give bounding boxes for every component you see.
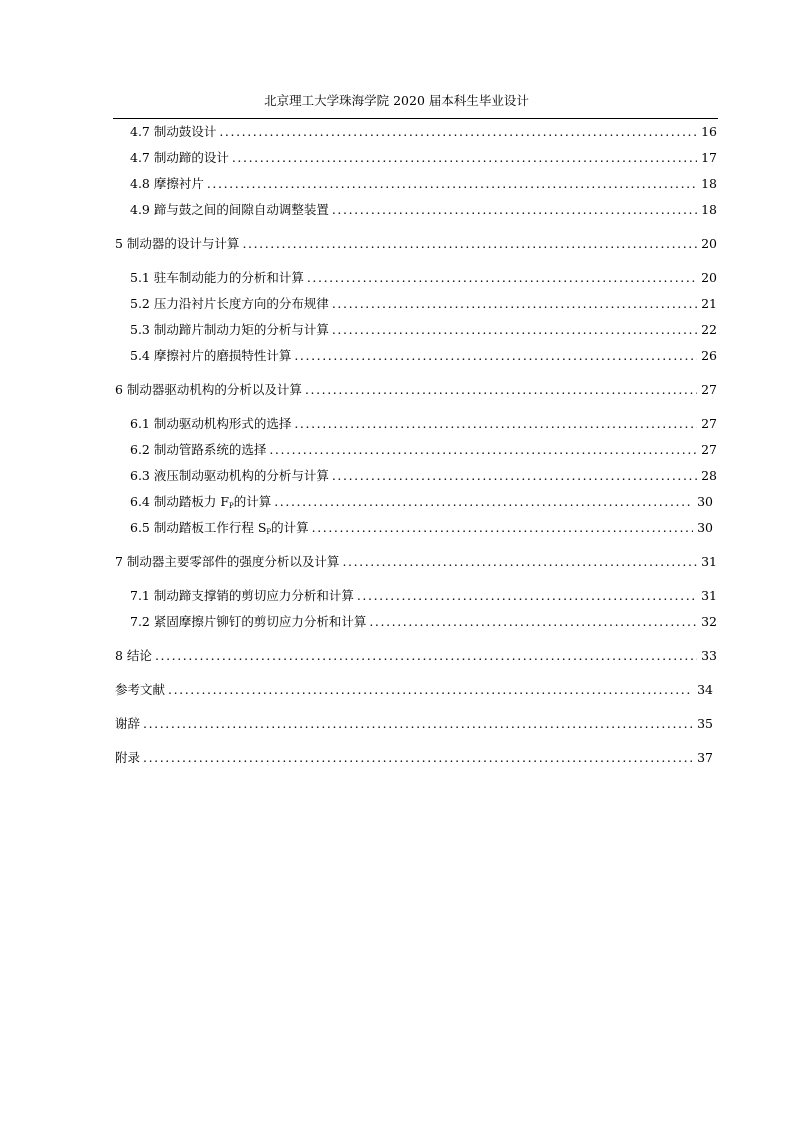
toc-entry-page: 27 [701, 442, 717, 457]
toc-dot-leader [369, 613, 697, 631]
header-divider [113, 118, 718, 119]
toc-entry[interactable] [130, 175, 717, 193]
toc-entry-page: 16 [701, 124, 717, 139]
toc-entry-title: 4.7 制动鼓设计 [130, 124, 217, 139]
toc-entry[interactable] [115, 647, 717, 665]
toc-entry-page: 26 [701, 348, 717, 363]
toc-entry-title: 7 制动器主要零部件的强度分析以及计算 [115, 554, 340, 569]
toc-entry-title: 5 制动器的设计与计算 [115, 236, 240, 251]
toc-entry-page: 28 [701, 468, 717, 483]
toc-entry[interactable] [130, 519, 717, 541]
toc-entry-page: 34 [697, 682, 713, 697]
toc-dot-leader [168, 681, 693, 699]
toc-dot-leader [269, 441, 697, 459]
toc-entry-title: 8 结论 [115, 648, 152, 663]
toc-entry-title: 7.2 紧固摩擦片铆钉的剪切应力分析和计算 [130, 614, 367, 629]
toc-entry[interactable] [115, 235, 717, 253]
toc-entry-page: 18 [701, 176, 717, 191]
toc-entry[interactable] [130, 123, 717, 141]
toc-entry-title: 附录 [115, 750, 141, 765]
toc-entry-page: 27 [701, 416, 717, 431]
toc-entry-page: 31 [701, 588, 717, 603]
toc-entry-title: 6.4 制动踏板力 $F_P$的计算 [130, 494, 272, 510]
toc-dot-leader [342, 553, 697, 571]
subscript-label: P [266, 528, 272, 536]
toc-entry[interactable] [130, 467, 717, 485]
toc-entry[interactable] [115, 681, 717, 699]
toc-dot-leader [219, 123, 697, 141]
toc-entry-title: 参考文献 [115, 682, 166, 697]
toc-dot-leader [232, 149, 697, 167]
toc-entry[interactable] [130, 441, 717, 459]
toc-dot-leader [332, 321, 697, 339]
toc-dot-leader [274, 493, 693, 511]
toc-entry-title: 6 制动器驱动机构的分析以及计算 [115, 382, 302, 397]
toc-entry-page: 17 [701, 150, 717, 165]
toc-entry-page: 30 [697, 520, 713, 535]
toc-entry-page: 22 [701, 322, 717, 337]
toc-entry[interactable] [115, 381, 717, 399]
toc-entry[interactable] [115, 553, 717, 571]
toc-entry-title: 5.1 驻车制动能力的分析和计算 [130, 270, 304, 285]
toc-entry-title: 6.3 液压制动驱动机构的分析与计算 [130, 468, 329, 483]
toc-entry-title: 4.7 制动蹄的设计 [130, 150, 229, 165]
toc-entry[interactable] [130, 149, 717, 167]
toc-entry[interactable] [130, 201, 717, 219]
toc-entry-page: 32 [701, 614, 717, 629]
toc-entry-title: 7.1 制动蹄支撑销的剪切应力分析和计算 [130, 588, 354, 603]
toc-entry-page: 35 [697, 716, 713, 731]
toc-entry[interactable] [130, 587, 717, 605]
toc-entry[interactable] [130, 493, 717, 515]
page-header-title: 北京理工大学珠海学院 2020 届本科生毕业设计 [264, 93, 529, 108]
toc-entry[interactable] [115, 715, 717, 733]
toc-entry-page: 18 [701, 202, 717, 217]
toc-entry[interactable] [130, 347, 717, 365]
toc-dot-leader [294, 347, 697, 365]
toc-entry-title: 4.9 蹄与鼓之间的间隙自动调整装置 [130, 202, 329, 217]
toc-entry-page: 37 [697, 750, 713, 765]
toc-entry-title: 4.8 摩擦衬片 [130, 176, 204, 191]
toc-entry-page: 21 [701, 296, 717, 311]
toc-entry[interactable] [130, 415, 717, 433]
toc-entry-page: 27 [701, 382, 717, 397]
toc-entry-page: 30 [697, 494, 713, 509]
toc-entry-title: 5.4 摩擦衬片的磨损特性计算 [130, 348, 292, 363]
toc-dot-leader [207, 175, 697, 193]
toc-dot-leader [294, 415, 697, 433]
toc-entry[interactable] [130, 321, 717, 339]
toc-dot-leader [143, 715, 693, 733]
toc-dot-leader [242, 235, 697, 253]
toc-entry-title: 6.5 制动踏板工作行程 $S_P$的计算 [130, 520, 309, 536]
toc-entry-page: 20 [701, 236, 717, 251]
toc-entry-page: 33 [701, 648, 717, 663]
toc-dot-leader [307, 269, 697, 287]
toc-entry[interactable] [115, 749, 717, 767]
toc-entry-page: 20 [701, 270, 717, 285]
toc-dot-leader [143, 749, 693, 767]
toc-dot-leader [312, 519, 693, 537]
toc-entry[interactable] [130, 269, 717, 287]
toc-entry-title: 谢辞 [115, 716, 141, 731]
toc-entry-title: 5.3 制动蹄片制动力矩的分析与计算 [130, 322, 329, 337]
subscript-label: P [229, 502, 234, 510]
toc-entry-title: 6.2 制动管路系统的选择 [130, 442, 267, 457]
toc-dot-leader [332, 201, 697, 219]
toc-dot-leader [332, 295, 697, 313]
toc-entry-page: 31 [701, 554, 717, 569]
toc-dot-leader [332, 467, 697, 485]
toc-dot-leader [155, 647, 697, 665]
toc-dot-leader [305, 381, 697, 399]
toc-entry[interactable] [130, 295, 717, 313]
toc-entry-title: 6.1 制动驱动机构形式的选择 [130, 416, 292, 431]
toc-entry[interactable] [130, 613, 717, 631]
toc-dot-leader [357, 587, 697, 605]
toc-entry-title: 5.2 压力沿衬片长度方向的分布规律 [130, 296, 329, 311]
